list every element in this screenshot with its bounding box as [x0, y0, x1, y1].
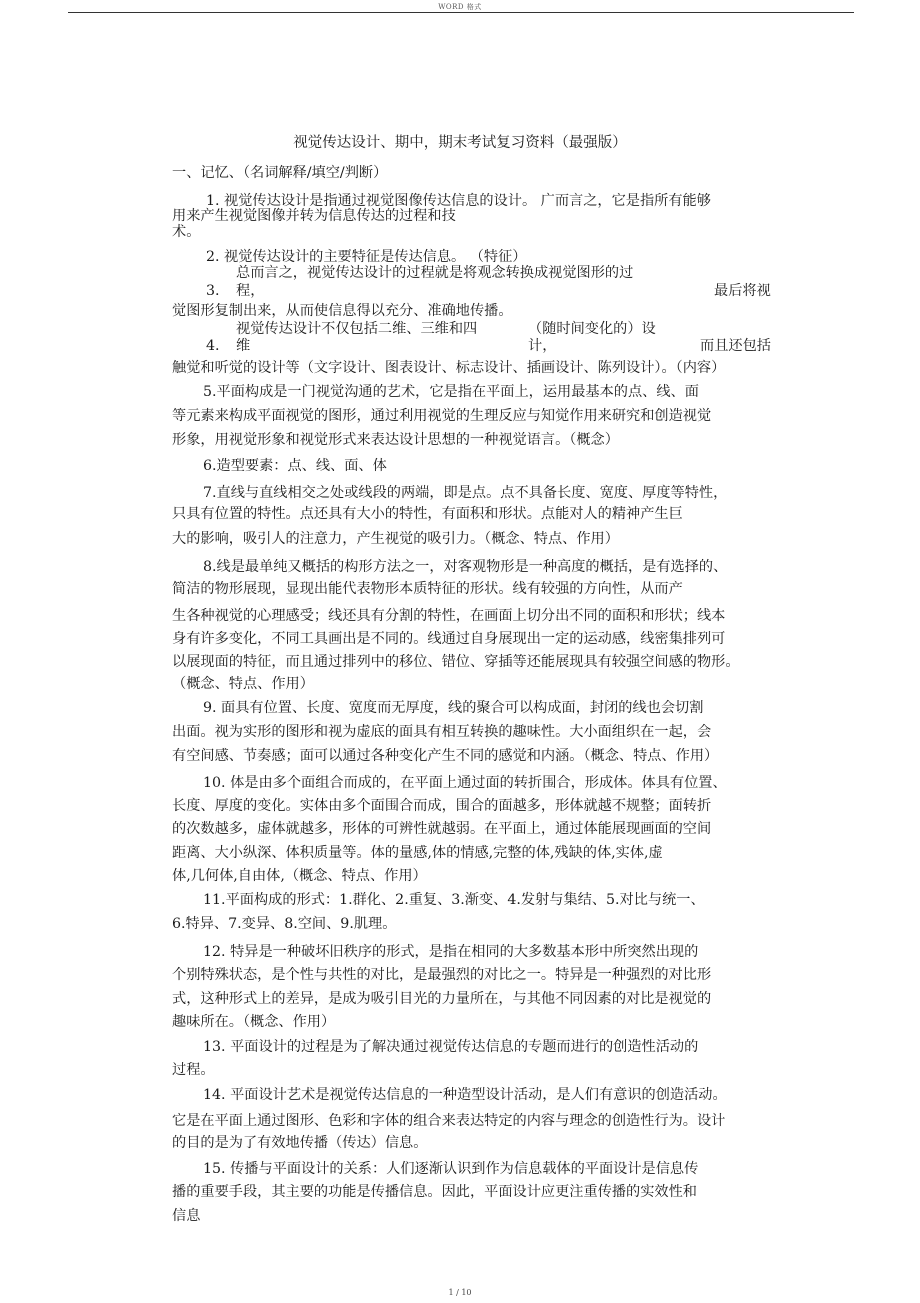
- text-line: 它是在平面上通过图形、色彩和字体的组合来表达特定的内容与理念的创造性行为。设计: [172, 1113, 726, 1129]
- text-line: 长度、厚度的变化。实体由多个面围合而成，围合的面越多，形体就越不规整；面转折: [172, 798, 712, 814]
- text-line: 6.造型要素：点、线、面、体: [203, 458, 387, 474]
- text-line: 术。: [172, 224, 201, 240]
- text-line: 14. 平面设计艺术是视觉传达信息的一种造型设计活动，是人们有意识的创造活动。: [203, 1087, 727, 1103]
- text-line: 最后将视: [714, 283, 771, 299]
- text-line: （随时间变化的）设: [528, 321, 656, 337]
- text-line: 信息: [172, 1208, 201, 1224]
- text-line: 简洁的物形展现，显现出能代表物形本质特征的形状。线有较强的方向性，从而产: [172, 581, 683, 597]
- text-line: 3.: [206, 283, 220, 299]
- document-title: 视觉传达设计、期中，期末考试复习资料（最强版）: [293, 135, 627, 151]
- text-line: 10. 体是由多个面组合而成的，在平面上通过面的转折围合，形成体。体具有位置、: [203, 775, 727, 791]
- text-line: 以展现面的特征，而且通过排列中的移位、错位、穿插等还能展现具有较强空间感的物形。: [172, 654, 740, 670]
- page-number: 1 / 10: [448, 1288, 472, 1297]
- text-line: 7.直线与直线相交之处或线段的两端，即是点。点不具备长度、宽度、厚度等特性，: [203, 485, 728, 501]
- text-line: 形象，用视觉形象和视觉形式来表达设计思想的一种视觉语言。（概念）: [172, 432, 619, 448]
- text-line: 大的影响，吸引人的注意力，产生视觉的吸引力。（概念、特点、作用）: [172, 531, 619, 547]
- text-line: 触觉和听觉的设计等（文字设计、图表设计、标志设计、插画设计、陈列设计）。（内容）: [172, 360, 726, 376]
- text-line: 计，: [528, 338, 557, 354]
- text-line: （概念、特点、作用）: [172, 676, 314, 692]
- text-line: 维: [236, 338, 251, 354]
- text-line: 1. 视觉传达设计是指通过视觉图像传达信息的设计。 广而言之，它是指所有能够: [206, 193, 711, 209]
- text-line: 个别特殊状态，是个性与共性的对比，是最强烈的对比之一。特异是一种强烈的对比形: [172, 967, 712, 983]
- text-line: 等元素来构成平面视觉的图形，通过利用视觉的生理反应与知觉作用来研究和创造视觉: [172, 408, 712, 424]
- text-line: 播的重要手段，其主要的功能是传播信息。因此，平面设计应更注重传播的实效性和: [172, 1184, 697, 1200]
- text-line: 5.平面构成是一门视觉沟通的艺术，它是指在平面上，运用最基本的点、线、面: [203, 384, 699, 400]
- page-header-label: WORD 格式: [438, 3, 482, 11]
- header-divider: [68, 12, 854, 13]
- text-line: 觉图形复制出来，从而使信息得以充分、准确地传播。: [172, 303, 513, 319]
- text-line: 12. 特异是一种破坏旧秩序的形式，是指在相同的大多数基本形中所突然出现的: [203, 944, 699, 960]
- text-line: 一、记忆、（名词解释/填空/判断）: [172, 165, 388, 181]
- text-line: 体,几何体,自由体,（概念、特点、作用）: [172, 868, 427, 884]
- text-line: 的目的是为了有效地传播（传达）信息。: [172, 1135, 428, 1151]
- text-line: 9. 面具有位置、长度、宽度而无厚度，线的聚合可以构成面，封闭的线也会切割: [203, 700, 704, 716]
- text-line: 出面。视为实形的图形和视为虚底的面具有相互转换的趣味性。大小面组织在一起，会: [172, 724, 712, 740]
- text-line: 有空间感、节奏感；面可以通过各种变化产生不同的感觉和内涵。（概念、特点、作用）: [172, 748, 719, 764]
- text-line: 4.: [206, 338, 220, 354]
- text-line: 总而言之，视觉传达设计的过程就是将观念转换成视觉图形的过: [236, 265, 634, 281]
- text-line: 式，这种形式上的差异，是成为吸引目光的力量所在，与其他不同因素的对比是视觉的: [172, 991, 712, 1007]
- text-line: 2. 视觉传达设计的主要特征是传达信息。 （特征）: [206, 249, 527, 265]
- text-line: 8.线是最单纯又概括的构形方法之一，对客观物形是一种高度的概括，是有选择的、: [203, 559, 728, 575]
- text-line: 的次数越多，虚体就越多，形体的可辨性就越弱。在平面上，通过体能展现画面的空间: [172, 821, 712, 837]
- text-line: 6.特异、7.变异、8.空间、9.肌理。: [172, 916, 397, 932]
- text-line: 13. 平面设计的过程是为了解决通过视觉传达信息的专题而进行的创造性活动的: [203, 1039, 699, 1055]
- text-line: 距离、大小纵深、体积质量等。体的量感,体的情感,完整的体,残缺的体,实体,虚: [172, 845, 663, 861]
- text-line: 而且还包括: [700, 338, 771, 354]
- text-line: 用来产生视觉图像并转为信息传达的过程和技: [172, 208, 456, 224]
- text-line: 15. 传播与平面设计的关系：人们逐渐认识到作为信息载体的平面设计是信息传: [203, 1161, 699, 1177]
- text-line: 只具有位置的特性。点还具有大小的特性，有面积和形状。点能对人的精神产生巨: [172, 506, 683, 522]
- text-line: 生各种视觉的心理感受；线还具有分割的特性，在画面上切分出不同的面积和形状；线本: [172, 608, 726, 624]
- text-line: 过程。: [172, 1062, 215, 1078]
- text-line: 视觉传达设计不仅包括二维、三维和四: [236, 321, 478, 337]
- text-line: 程，: [236, 283, 265, 299]
- text-line: 趣味所在。（概念、作用）: [172, 1014, 336, 1030]
- text-line: 身有许多变化，不同工具画出是不同的。线通过自身展现出一定的运动感，线密集排列可: [172, 631, 726, 647]
- text-line: 11.平面构成的形式：1.群化、2.重复、3.渐变、4.发射与集结、5.对比与统一、: [203, 892, 705, 908]
